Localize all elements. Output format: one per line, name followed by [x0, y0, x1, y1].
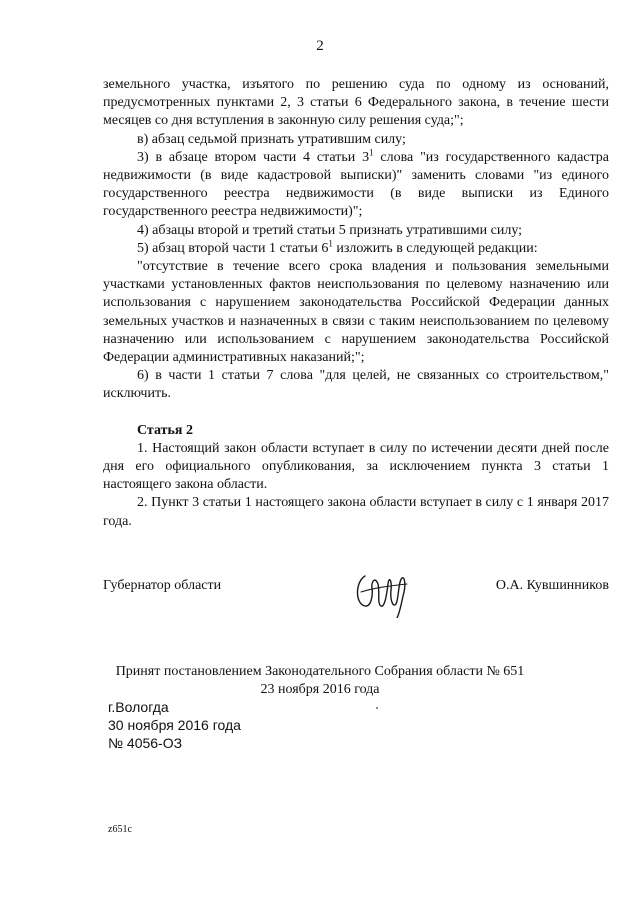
- paragraph-item-v: в) абзац седьмой признать утратившим силу;: [137, 131, 406, 147]
- article-2-item-1: 1. Настоящий закон области вступает в силу по истечении десяти дней после дня его официального опубликования, за исключением пункта 3 статьи 1 настоящего закона области.: [103, 440, 609, 493]
- paragraph-continuation: земельного участка, изъятого по решению суда по одному из оснований, предусмотренных пунктами 2, 3 статьи 6 Федерального закона, в течение шести месяцев со дня вступления в законную силу решения суда;";: [103, 77, 609, 129]
- adoption-note: [0, 663, 640, 699]
- scan-dot: [376, 707, 378, 709]
- law-number: № 4056-ОЗ: [108, 735, 183, 751]
- article-2-title: Статья 2: [137, 422, 193, 438]
- adoption-line-1: Принят постановлением Законодательного Собрания области № 651: [115, 664, 525, 679]
- paragraph-quote: "отсутствие в течение всего срока владения и пользования земельными участками установленных фактов неиспользования по целевому назначению или использования с нарушением законодательства Российской Федерации данных земельных участков и назначенных в связи с таким неиспользованием по целевому назначению или использованием с нарушением законодательства Российской Федерации административных наказаний;";: [103, 259, 609, 366]
- paragraph-item-6: 6) в части 1 статьи 7 слова "для целей, не связанных со строительством," исключить.: [103, 368, 609, 402]
- document-code: z651c: [108, 824, 132, 835]
- article-2-item-2: 2. Пункт 3 статьи 1 настоящего закона области вступает в силу с 1 января 2017 года.: [103, 495, 609, 529]
- paragraph-item-3: 3) в абзаце втором части 4 статьи $3^1$ слова "из государственного кадастра недвижимости (в виде кадастровой выписки)" заменить словами "из единого государственного реестра недвижимости (в виде выписки из Единого государственного реестра недвижимости)";: [103, 147, 609, 220]
- signer-name: О.А. Кувшинников: [495, 578, 609, 593]
- adoption-line-2: 23 ноября 2016 года: [260, 682, 380, 697]
- signature-block: [103, 562, 609, 622]
- law-date: 30 ноября 2016 года: [108, 717, 241, 733]
- document-body: [103, 76, 609, 531]
- signer-position: Губернатор области: [103, 578, 222, 593]
- law-meta: [108, 698, 241, 752]
- paragraph-item-5: 5) абзац второй части 1 статьи $6^1$ изложить в следующей редакции:: [137, 238, 538, 256]
- page-number: 2: [316, 38, 324, 54]
- handwritten-signature-icon: [351, 562, 415, 618]
- city: г.Вологда: [108, 699, 169, 715]
- paragraph-item-4: 4) абзацы второй и третий статьи 5 признать утратившими силу;: [137, 222, 523, 238]
